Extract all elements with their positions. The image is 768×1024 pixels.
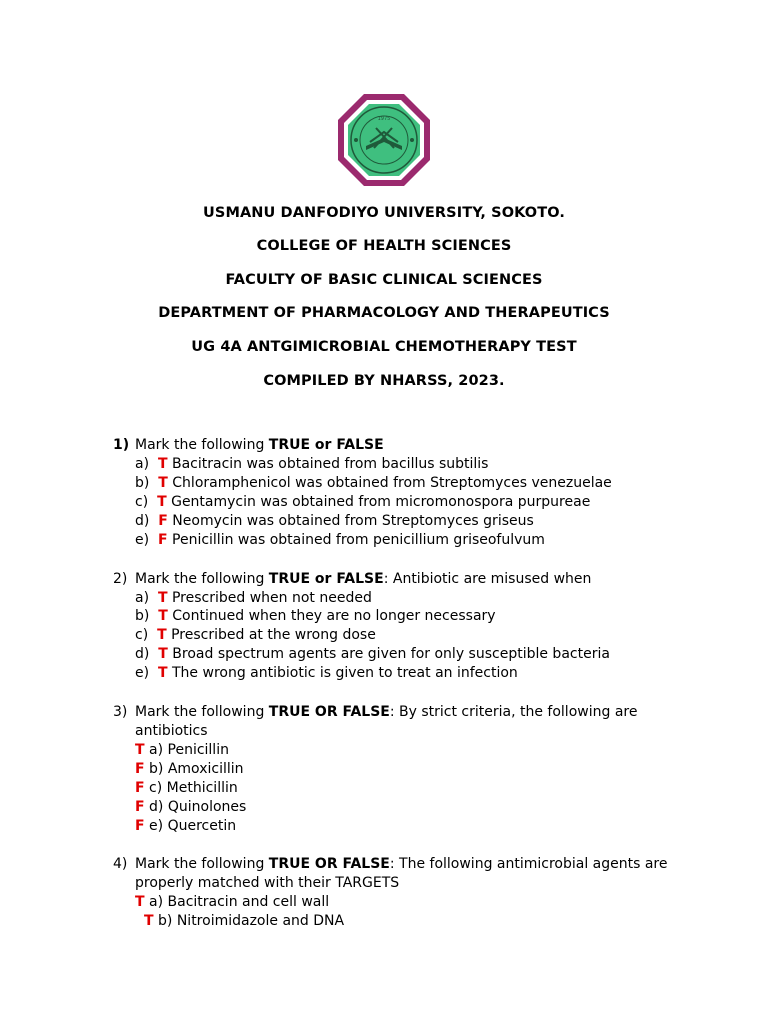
answer-mark: F: [135, 818, 145, 834]
question-2-option-c: c) T Prescribed at the wrong dose: [135, 627, 376, 643]
university-name: USMANU DANFODIYO UNIVERSITY, SOKOTO.: [203, 205, 565, 221]
question-3-option-b: F b) Amoxicillin: [135, 761, 244, 777]
answer-mark: T: [144, 913, 154, 929]
answer-mark: T: [157, 590, 168, 606]
answer-mark: F: [135, 799, 145, 815]
question-1-option-e: e) F Penicillin was obtained from penicillium griseofulvum: [135, 532, 545, 548]
answer-mark: T: [135, 894, 145, 910]
answer-mark: F: [158, 513, 168, 529]
question-3-option-a: T a) Penicillin: [135, 742, 229, 758]
answer-mark: F: [135, 761, 145, 777]
test-title: UG 4A ANTGIMICROBIAL CHEMOTHERAPY TEST: [191, 339, 577, 355]
question-3-option-e: F e) Quercetin: [135, 818, 237, 834]
answer-mark: F: [157, 532, 168, 548]
question-2-option-e: e) T The wrong antibiotic is given to treat an infection: [135, 665, 518, 681]
answer-mark: T: [157, 494, 167, 510]
answer-mark: T: [158, 646, 168, 662]
question-4-option-b: T b) Nitroimidazole and DNA: [144, 913, 345, 929]
answer-mark: T: [158, 475, 168, 491]
question-3-option-d: F d) Quinolones: [135, 799, 247, 815]
answer-mark: T: [135, 742, 145, 758]
answer-mark: T: [157, 456, 168, 472]
answer-mark: T: [158, 608, 168, 624]
faculty-name: FACULTY OF BASIC CLINICAL SCIENCES: [225, 272, 543, 288]
college-name: COLLEGE OF HEALTH SCIENCES: [256, 238, 512, 254]
question-1-stem: 1) Mark the following TRUE or FALSE: [113, 437, 384, 453]
question-4-stem: 4) Mark the following TRUE OR FALSE: The following antimicrobial agents are: [113, 856, 668, 872]
university-seal-icon: [336, 92, 432, 188]
answer-mark: T: [157, 665, 168, 681]
question-1-option-a: a) T Bacitracin was obtained from bacillus subtilis: [135, 456, 489, 472]
question-4-stem-continued: properly matched with their TARGETS: [135, 875, 400, 891]
question-3-stem-continued: antibiotics: [135, 723, 208, 739]
question-2-option-d: d) T Broad spectrum agents are given for only susceptible bacteria: [135, 646, 610, 662]
question-2-stem: 2) Mark the following TRUE or FALSE: Antibiotic are misused when: [113, 571, 592, 587]
question-1-option-d: d) F Neomycin was obtained from Streptomyces griseus: [135, 513, 534, 529]
question-2-option-a: a) T Prescribed when not needed: [135, 590, 372, 606]
compiled-by: COMPILED BY NHARSS, 2023.: [263, 373, 505, 389]
department-name: DEPARTMENT OF PHARMACOLOGY AND THERAPEUTICS: [158, 305, 610, 321]
answer-mark: F: [135, 780, 145, 796]
question-1-option-c: c) T Gentamycin was obtained from micromonospora purpureae: [135, 494, 591, 510]
question-3-option-c: F c) Methicillin: [135, 780, 238, 796]
question-1-option-b: b) T Chloramphenicol was obtained from Streptomyces venezuelae: [135, 475, 612, 491]
seal-year: 1975: [377, 116, 391, 122]
answer-mark: T: [157, 627, 167, 643]
question-3-stem: 3) Mark the following TRUE OR FALSE: By strict criteria, the following are: [113, 704, 638, 720]
question-2-option-b: b) T Continued when they are no longer necessary: [135, 608, 496, 624]
question-4-option-a: T a) Bacitracin and cell wall: [135, 894, 330, 910]
